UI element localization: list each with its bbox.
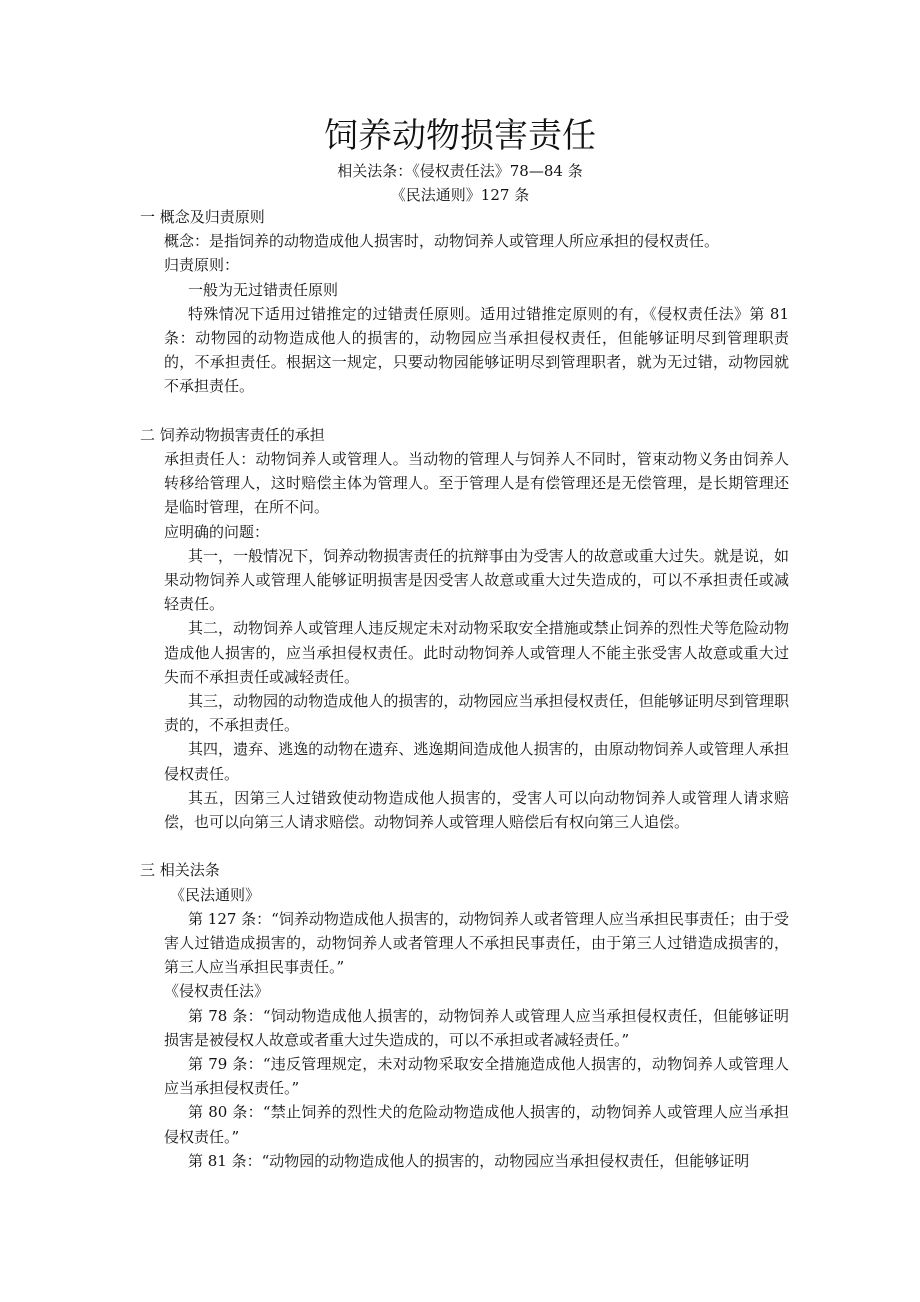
issues-label: 应明确的问题： (164, 522, 270, 541)
concept-definition: 概念：是指饲养的动物造成他人损害时，动物饲养人或管理人所应承担的侵权责任。 (164, 232, 720, 251)
section-3-heading: 三 相关法条 (140, 861, 220, 880)
issue-paragraph: 其五，因第三人过错致使动物造成他人损害的，受害人可以向动物饲养人或管理人请求赔偿，也可以向第三人请求赔偿。动物饲养人或管理人赔偿后有权向第三人追偿。 (164, 788, 789, 831)
issue-paragraph: 其二，动物饲养人或管理人违反规定未对动物采取安全措施或禁止饲养的烈性犬等危险动物造成他人损害的，应当承担侵权责任。此时动物饲养人或管理人不能主张受害人故意或重大过失而不承担责任或减轻责任。 (164, 619, 789, 686)
law-title-civil: 《民法通则》 (170, 885, 261, 904)
subtitle-related-laws: 相关法条：《侵权责任法》78—84 条 (337, 162, 583, 180)
subtitle-civil-law: 《民法通则》127 条 (390, 186, 530, 204)
document-title: 饲养动物损害责任 (324, 116, 596, 156)
tort-law-article: 第 79 条：“违反管理规定，未对动物采取安全措施造成他人损害的，动物饲养人或管理人应当承担侵权责任。” (164, 1054, 789, 1098)
issue-paragraph: 其四，遗弃、逃逸的动物在遗弃、逃逸期间造成他人损害的，由原动物饲养人或管理人承担侵权责任。 (164, 740, 789, 783)
general-principle: 一般为无过错责任原则 (188, 280, 339, 299)
bearer-paragraph: 承担责任人：动物饲养人或管理人。当动物的管理人与饲养人不同时，管束动物义务由饲养人转移给管理人，这时赔偿主体为管理人。至于管理人是有偿管理还是无偿管理，是长期管理还是临时管理，在所不问。 (164, 449, 789, 517)
tort-law-article: 第 80 条：“禁止饲养的烈性犬的危险动物造成他人损害的，动物饲养人或管理人应当承担侵权责任。” (164, 1103, 789, 1146)
section-2-heading: 二 饲养动物损害责任的承担 (140, 425, 325, 444)
principle-label: 归责原则： (164, 256, 240, 275)
tort-law-article: 第 78 条：“饲动物造成他人损害的，动物饲养人或管理人应当承担侵权责任，但能够证明损害是被侵权人故意或者重大过失造成的，可以不承担或者减轻责任。” (164, 1006, 789, 1049)
issue-paragraph: 其一，一般情况下，饲养动物损害责任的抗辩事由为受害人的故意或重大过失。就是说，如果动物饲养人或管理人能够证明损害是因受害人故意或重大过失造成的，可以不承担责任或减轻责任。 (164, 546, 789, 614)
civil-law-article-127: 第 127 条：“饲养动物造成他人损害的，动物饲养人或者管理人应当承担民事责任；由于受害人过错造成损害的，动物饲养人或者管理人不承担民事责任，由于第三人过错造成损害的，第三人应当承担民事责任。” (164, 909, 789, 977)
issue-paragraph: 其三，动物园的动物造成他人的损害的，动物园应当承担侵权责任，但能够证明尽到管理职责的，不承担责任。 (164, 691, 789, 735)
special-principle-paragraph: 特殊情况下适用过错推定的过错责任原则。适用过错推定原则的有，《侵权责任法》第 81 条：动物园的动物造成他人的损害的，动物园应当承担侵权责任，但能够证明尽到管理职责的，不承担责任。根据这一规定，只要动物园能够证明尽到管理职者，就为无过错，动物园就不承担责任。 (164, 304, 789, 396)
law-title-tort: 《侵权责任法》 (164, 982, 270, 1001)
section-1-heading: 一 概念及归责原则 (140, 208, 265, 226)
tort-law-article: 第 81 条：“动物园的动物造成他人的损害的，动物园应当承担侵权责任，但能够证明 (188, 1151, 750, 1170)
document-body (0, 205, 920, 1173)
